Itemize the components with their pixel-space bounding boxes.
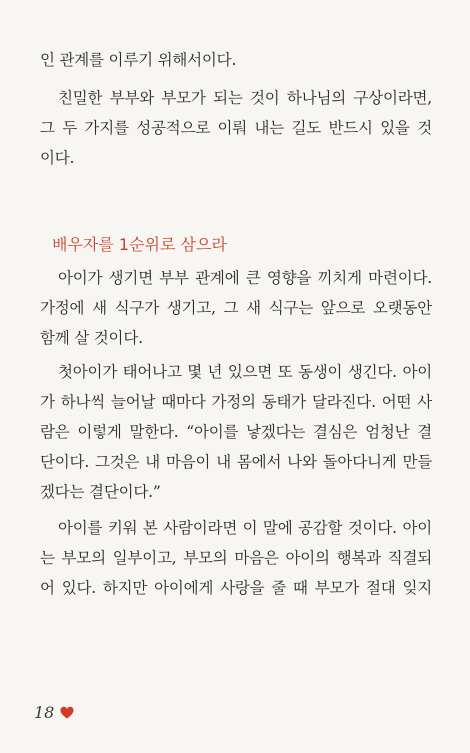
text-line: 함께 살 것이다.	[40, 329, 143, 347]
text-line: 그 두 가지를 성공적으로 이뤄 내는 길도 반드시 있을 것	[40, 119, 432, 137]
text-line: 친밀한 부부와 부모가 되는 것이 하나님의 구상이라면,	[58, 89, 432, 107]
text-line: 첫아이가 태어나고 몇 년 있으면 또 동생이 생긴다. 아이	[58, 363, 432, 381]
text-line: 아이를 키워 본 사람이라면 이 말에 공감할 것이다. 아이	[58, 519, 432, 537]
text-line: 아이가 생기면 부부 관계에 큰 영향을 끼치게 마련이다.	[58, 269, 432, 287]
text-line: 겠다는 결단이다.”	[40, 483, 161, 501]
text-line: 이다.	[40, 149, 75, 167]
heart-icon	[60, 706, 74, 719]
text-line: 가 하나씩 늘어날 때마다 가정의 동태가 달라진다. 어떤 사	[40, 393, 432, 411]
text-line: 단이다. 그것은 내 마음이 내 몸에서 나와 돌아다니게 만들	[40, 453, 432, 471]
section-heading: 배우자를 1순위로 삼으라	[52, 235, 227, 254]
text-line: 가정에 새 식구가 생기고, 그 새 식구는 앞으로 오랫동안	[40, 299, 432, 317]
text-line: 어 있다. 하지만 아이에게 사랑을 줄 때 부모가 절대 잊지	[40, 579, 432, 597]
page-number: 18	[34, 703, 55, 722]
text-line: 람은 이렇게 말한다. “아이를 낳겠다는 결심은 엄청난 결	[40, 423, 432, 441]
text-line: 는 부모의 일부이고, 부모의 마음은 아이의 행복과 직결되	[40, 549, 432, 567]
text-line: 인 관계를 이루기 위해서이다.	[40, 51, 237, 69]
page-footer	[34, 703, 74, 722]
